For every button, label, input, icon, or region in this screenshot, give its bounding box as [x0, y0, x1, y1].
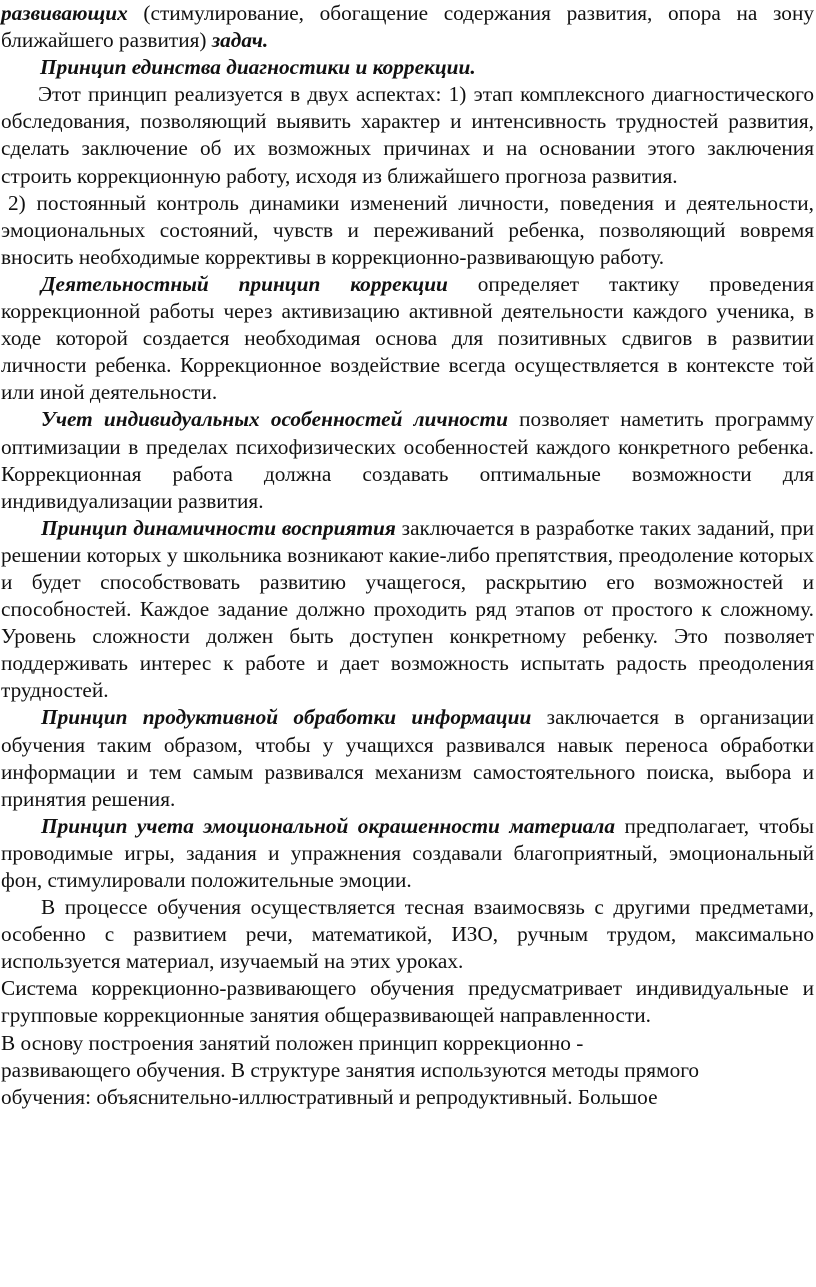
emphasis-tail: задач. [211, 28, 269, 53]
paragraph-activity-principle [1, 271, 814, 406]
paragraph-text: заключается в разработке таких заданий, при решении которых у школьника возникают какие-либо препятствия, преодоление которых и будет способствовать развитию учащегося, раскрытию его возможностей и способностей. Каждое задание должно проходить ряд этапов от простого к сложному. Уровень сложности должен быть доступен конкретному ребенку. Это позволяет поддерживать интерес к работе и дает возможность испытать радость преодоления трудностей. [1, 515, 814, 703]
paragraph-text: Система коррекционно-развивающего обучения предусматривает индивидуальные и групповые коррекционные занятия общеразвивающей направленности. [1, 976, 814, 1028]
section-heading [1, 54, 814, 81]
paragraph-text: предполагает, чтобы проводимые игры, задания и упражнения создавали благоприятный, эмоциональный фон, стимулировали положительные эмоции. [1, 813, 814, 892]
paragraph-foundation [1, 1030, 814, 1111]
paragraph-text: (стимулирование, обогащение содержания развития, опора на зону ближайшего развития) [1, 1, 814, 53]
paragraph-dynamic-principle [1, 515, 814, 705]
principle-title: Деятельностный принцип коррекции [41, 271, 448, 296]
paragraph-interdisciplinary [1, 894, 814, 975]
paragraph-line: развивающего обучения. В структуре занятия используются методы прямого [1, 1057, 700, 1082]
principle-title: Принцип динамичности восприятия [41, 515, 396, 540]
paragraph-text: определяет тактику проведения коррекционной работы через активизацию активной деятельности каждого ученика, в ходе которой создается необходимая основа для позитивных сдвигов в развитии личности ребенка. Коррекционное воздействие всегда осуществляется в контексте той или иной деятельности. [1, 271, 814, 405]
paragraph-text: 2) постоянный контроль динамики изменений личности, поведения и деятельности, эмоциональных состояний, чувств и переживаний ребенка, позволяющий вовремя вносить необходимые коррективы в коррекционно-развивающую работу. [1, 190, 814, 269]
paragraph-line: обучения: объяснительно-иллюстративный и репродуктивный. Большое [1, 1084, 658, 1109]
principle-title: Учет индивидуальных особенностей личности [41, 407, 508, 432]
paragraph-emotional-principle [1, 813, 814, 894]
paragraph-line: В основу построения занятий положен принцип коррекционно - [1, 1030, 584, 1055]
paragraph-control [1, 190, 814, 271]
paragraph-system [1, 975, 814, 1029]
paragraph-text: В процессе обучения осуществляется тесная взаимосвязь с другими предметами, особенно с развитием речи, математикой, ИЗО, ручным трудом, максимально используется материал, изучаемый на этих уроках. [1, 895, 814, 974]
paragraph-aspects [1, 81, 814, 189]
paragraph-text: позволяет наметить программу оптимизации в пределах психофизических особенностей каждого конкретного ребенка. Коррекционная работа должна создавать оптимальные возможности для индивидуализации развития. [1, 407, 815, 513]
paragraph-productive-principle [1, 704, 814, 812]
heading-text: Принцип единства диагностики и коррекции. [40, 55, 476, 80]
paragraph-text: Этот принцип реализуется в двух аспектах: 1) этап комплексного диагностического обследования, позволяющий выявить характер и интенсивность трудностей развития, сделать заключение об их возможных причинах и на основании этого заключения строить коррекционную работу, исходя из ближайшего прогноза развития. [1, 82, 814, 188]
paragraph-text: заключается в организации обучения таким образом, чтобы у учащихся развивался навык переноса обработки информации и тем самым развивался механизм самостоятельного поиска, выбора и принятия решения. [1, 705, 815, 811]
principle-title: Принцип продуктивной обработки информации [41, 705, 532, 730]
paragraph-continuation [1, 0, 814, 54]
emphasis-lead: развивающих [1, 1, 128, 25]
paragraph-individual-principle [1, 406, 814, 514]
principle-title: Принцип учета эмоциональной окрашенности материала [41, 813, 616, 838]
